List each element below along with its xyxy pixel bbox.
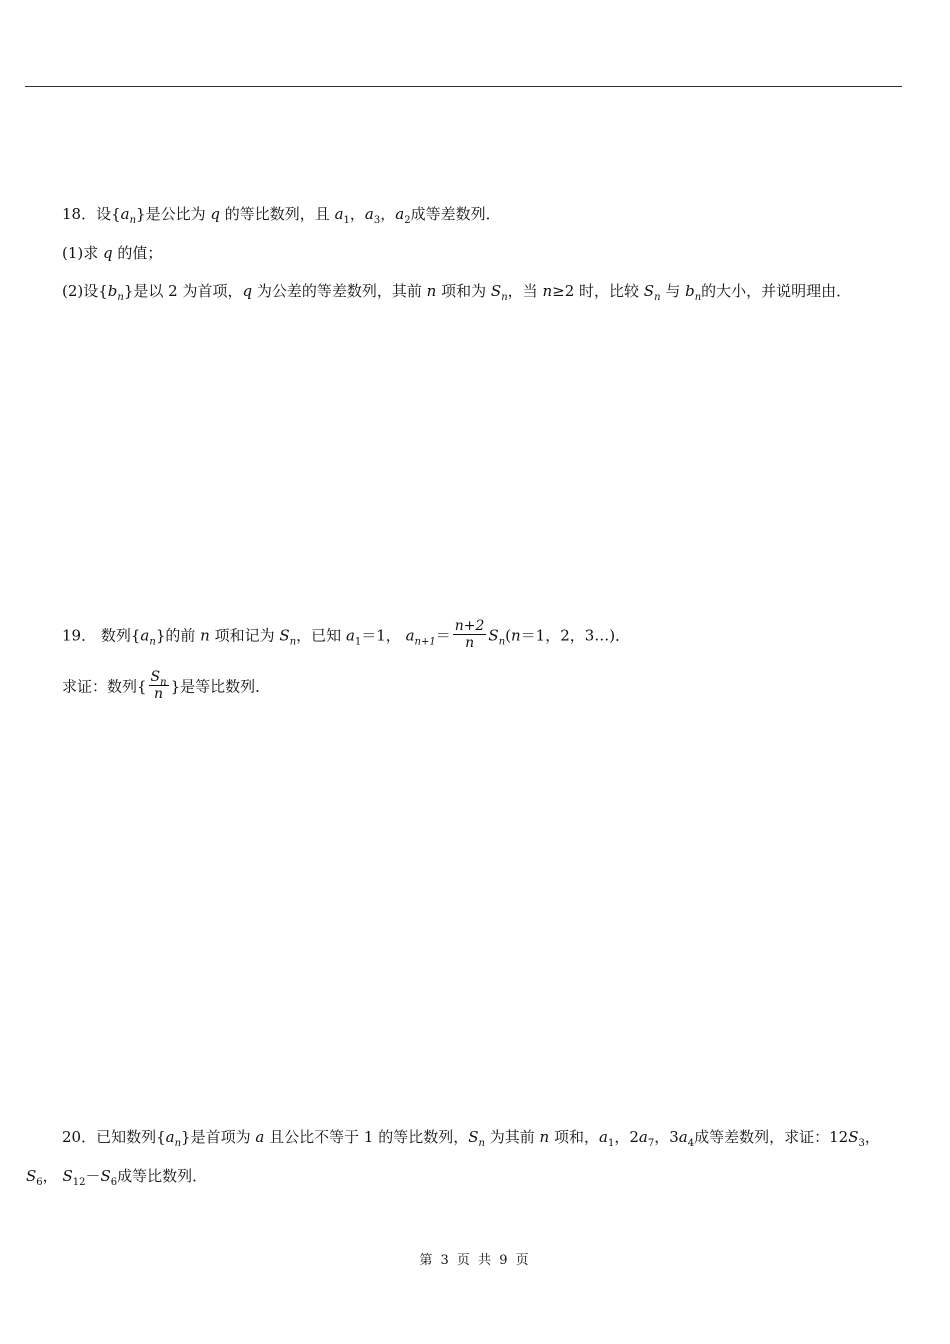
q18-part2: (2)设$\{b_n\}$是以 2 为首项，q 为公差的等差数列，其前 n 项和为 $S_n$，当 n≥2 时，比较 $S_n$ 与 $b_n$的大小，并说明理由． bbox=[62, 282, 852, 303]
q18-part1: (1)求 q 的值； bbox=[62, 244, 163, 262]
header-rule bbox=[25, 86, 902, 87]
q20-line2: $S_6$， $S_{12}-S_6$成等比数列． bbox=[26, 1167, 208, 1188]
fraction-Sn-over-n: $\frac{S_n}{n}$ bbox=[150, 669, 167, 702]
fraction-n-plus-2-over-n: $\frac{n+2}{n}$ bbox=[454, 618, 485, 651]
q19-line1: 19． 数列$\{a_n\}$的前 n 项和记为 $S_n$，已知 $a_1=1$， $a_{n+1}=$ $\frac{n+2}{n}$ $S_n(n=1$，2，3…)． bbox=[62, 618, 631, 651]
q18-number: 18． bbox=[62, 205, 97, 223]
q19-number: 19． bbox=[62, 626, 97, 645]
q20-line1: 20．已知数列$\{a_n\}$是首项为 a 且公比不等于 1 的等比数列，$S_n$ 为其前 n 项和，$a_1$，$2a_7$，$3a_4$成等差数列，求证：$12S_3$， bbox=[62, 1128, 880, 1149]
page-footer: 第 3 页 共 9 页 bbox=[419, 1253, 531, 1268]
q19-line2: 求证：数列{ $\frac{S_n}{n}$ }是等比数列． bbox=[62, 669, 271, 702]
q18-line1: 18．设$\{a_n\}$是公比为 q 的等比数列，且 $a_1$，$a_3$，$a_2$成等差数列． bbox=[62, 205, 501, 226]
q20-number: 20． bbox=[62, 1128, 97, 1146]
